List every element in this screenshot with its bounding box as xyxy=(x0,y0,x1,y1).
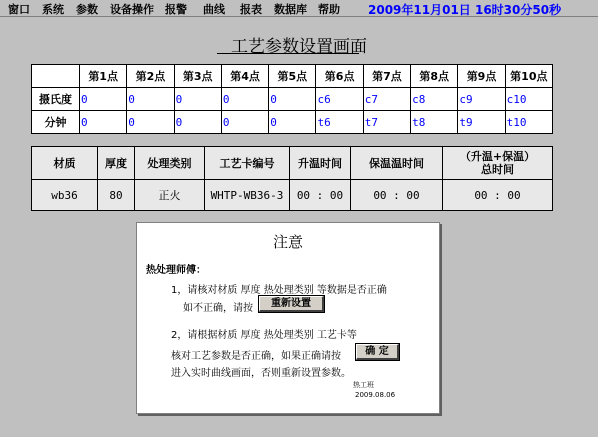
confirm-button[interactable]: 确 定 xyxy=(356,344,399,360)
material-table xyxy=(31,146,553,211)
temperature-row-label: 摄氏度 xyxy=(32,88,80,111)
page-title: 工艺参数设置画面 xyxy=(231,37,367,57)
temperature-input[interactable]: 0 xyxy=(80,88,127,111)
process-card-header: 工艺卡编号 xyxy=(205,147,290,180)
holding-time-value: 00 : 00 xyxy=(351,180,443,211)
notice-item1-line2: 如不正确，请按 xyxy=(183,303,253,314)
minutes-row-label: 分钟 xyxy=(32,111,80,134)
notice-panel xyxy=(136,222,440,414)
menu-alarm[interactable]: 报警 xyxy=(165,3,187,16)
menu-database[interactable]: 数据库 xyxy=(274,3,307,16)
temperature-input[interactable]: c9 xyxy=(458,88,505,111)
menu-bar xyxy=(0,0,598,17)
reset-button[interactable]: 重新设置 xyxy=(259,296,324,312)
params-header-point: 第8点 xyxy=(411,65,458,88)
minutes-input[interactable]: 0 xyxy=(269,111,316,134)
process-card-value: WHTP-WB36-3 xyxy=(205,180,290,211)
minutes-input[interactable]: 0 xyxy=(127,111,174,134)
minutes-input[interactable]: t9 xyxy=(458,111,505,134)
temperature-input[interactable]: 0 xyxy=(127,88,174,111)
params-header-corner xyxy=(32,65,80,88)
notice-greeting: 热处理师傅： xyxy=(146,265,206,276)
thickness-header: 厚度 xyxy=(98,147,135,180)
thickness-value: 80 xyxy=(98,180,135,211)
params-header-point: 第1点 xyxy=(80,65,127,88)
params-header-point: 第10点 xyxy=(505,65,552,88)
total-time-header-line2: 总时间 xyxy=(481,163,514,176)
notice-signature: 热工班 xyxy=(353,381,374,389)
total-time-value: 00 : 00 xyxy=(443,180,553,211)
minutes-input[interactable]: t10 xyxy=(505,111,552,134)
total-time-header xyxy=(443,147,553,180)
treatment-type-value: 正火 xyxy=(135,180,205,211)
heating-time-value: 00 : 00 xyxy=(290,180,351,211)
menu-window[interactable]: 窗口 xyxy=(8,3,30,16)
temperature-input[interactable]: c10 xyxy=(505,88,552,111)
notice-item2-line1: 2，请根据材质 厚度 热处理类别 工艺卡等 xyxy=(171,330,357,341)
temperature-input[interactable]: c7 xyxy=(363,88,410,111)
temperature-input[interactable]: c8 xyxy=(411,88,458,111)
holding-time-header: 保温温时间 xyxy=(351,147,443,180)
material-data-row xyxy=(32,180,553,211)
treatment-type-header: 处理类别 xyxy=(135,147,205,180)
material-value: wb36 xyxy=(32,180,98,211)
menu-curve[interactable]: 曲线 xyxy=(203,3,225,16)
menu-help[interactable]: 帮助 xyxy=(318,3,340,16)
title-underline xyxy=(217,53,359,54)
minutes-input[interactable]: 0 xyxy=(221,111,268,134)
notice-date: 2009.08.06 xyxy=(355,391,396,399)
params-temperature-row xyxy=(32,88,553,111)
minutes-input[interactable]: 0 xyxy=(174,111,221,134)
datetime-display: 2009年11月01日 16时30分50秒 xyxy=(368,3,562,17)
params-table xyxy=(31,64,553,134)
temperature-input[interactable]: 0 xyxy=(269,88,316,111)
material-header: 材质 xyxy=(32,147,98,180)
menu-system[interactable]: 系统 xyxy=(42,3,64,16)
notice-title: 注意 xyxy=(272,233,303,251)
params-header-point: 第2点 xyxy=(127,65,174,88)
params-header-row xyxy=(32,65,553,88)
params-header-point: 第6点 xyxy=(316,65,363,88)
params-header-point: 第3点 xyxy=(174,65,221,88)
notice-item2-line3: 进入实时曲线画面，否则重新设置参数。 xyxy=(171,368,351,379)
minutes-input[interactable]: 0 xyxy=(80,111,127,134)
minutes-input[interactable]: t8 xyxy=(411,111,458,134)
minutes-input[interactable]: t6 xyxy=(316,111,363,134)
menu-report[interactable]: 报表 xyxy=(240,3,262,16)
params-header-point: 第5点 xyxy=(269,65,316,88)
temperature-input[interactable]: 0 xyxy=(174,88,221,111)
material-header-row xyxy=(32,147,553,180)
menu-device-operation[interactable]: 设备操作 xyxy=(110,3,154,16)
total-time-header-line1: （升温+保温） xyxy=(459,150,536,163)
notice-item2-line2: 核对工艺参数是否正确，如果正确请按 xyxy=(171,351,341,362)
temperature-input[interactable]: 0 xyxy=(221,88,268,111)
params-header-point: 第9点 xyxy=(458,65,505,88)
minutes-input[interactable]: t7 xyxy=(363,111,410,134)
menu-params[interactable]: 参数 xyxy=(76,3,98,16)
params-minutes-row xyxy=(32,111,553,134)
params-header-point: 第7点 xyxy=(363,65,410,88)
temperature-input[interactable]: c6 xyxy=(316,88,363,111)
heating-time-header: 升温时间 xyxy=(290,147,351,180)
notice-item1-line1: 1，请核对材质 厚度 热处理类别 等数据是否正确 xyxy=(171,285,387,296)
params-header-point: 第4点 xyxy=(221,65,268,88)
